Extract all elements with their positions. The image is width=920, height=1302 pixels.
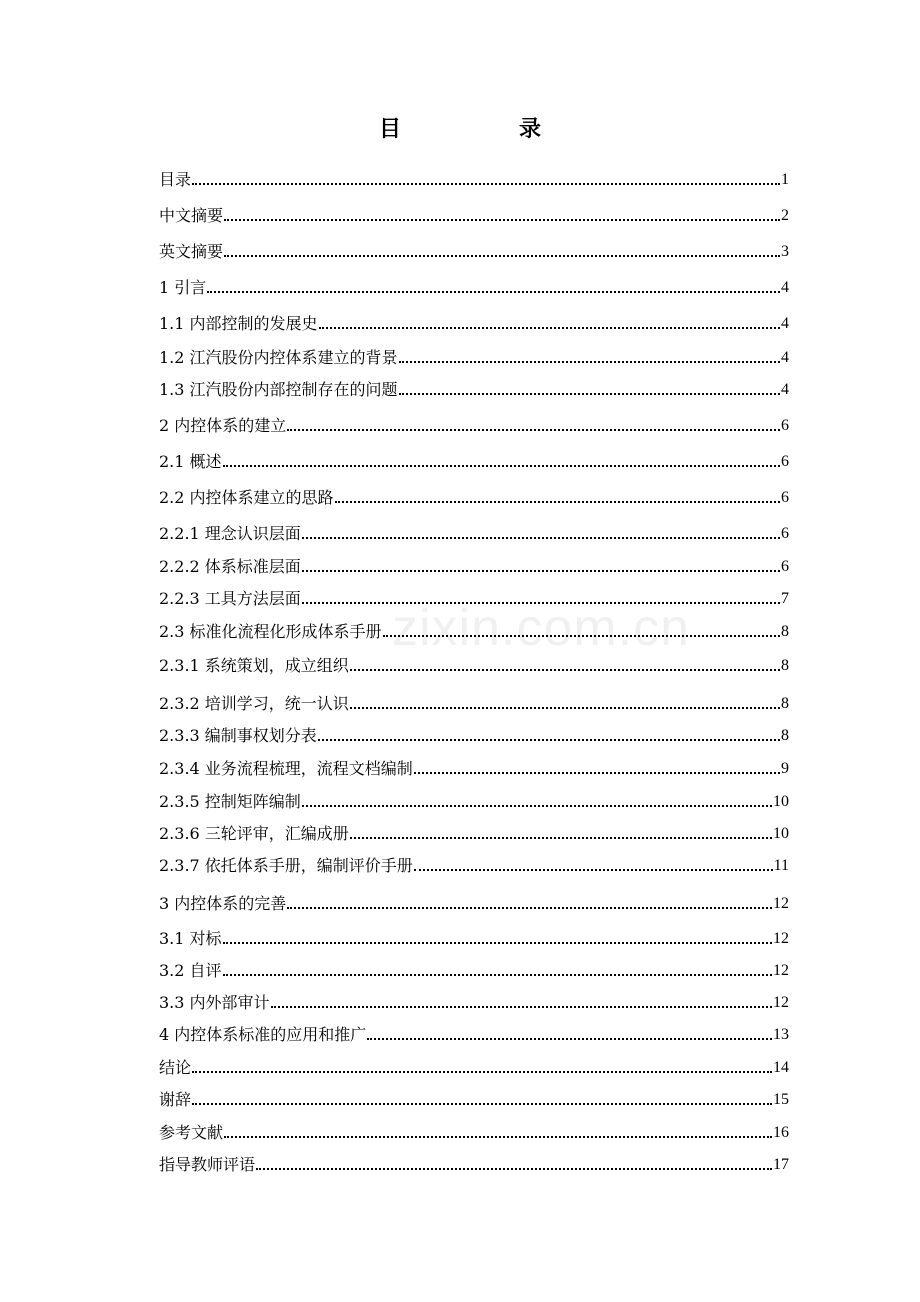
toc-entry[interactable] (159, 378, 789, 402)
toc-entry[interactable] (159, 168, 789, 192)
toc-entry-title: 3 内控体系的完善 (159, 894, 287, 913)
toc-entry[interactable] (159, 854, 789, 878)
toc-leader-dots (302, 805, 772, 807)
toc-entry[interactable] (159, 692, 789, 716)
toc-entry-page-number: 12 (773, 930, 789, 947)
toc-entry-page-number: 6 (781, 558, 789, 575)
toc-entry[interactable] (159, 555, 789, 579)
toc-leader-dots (256, 1168, 772, 1170)
toc-entry-title: 2.1 概述 (159, 452, 222, 471)
toc-entry-page-number: 11 (773, 857, 789, 874)
toc-leader-dots (224, 255, 780, 257)
toc-entry-page-number: 6 (781, 525, 789, 542)
toc-entry-page-number: 12 (773, 962, 789, 979)
toc-entry-title: 2.2.1 理念认识层面 (159, 524, 301, 543)
toc-entry[interactable] (159, 486, 789, 510)
toc-entry[interactable] (159, 757, 789, 781)
toc-entry[interactable] (159, 892, 789, 916)
toc-leader-dots (224, 1136, 772, 1138)
toc-entry-page-number: 14 (773, 1059, 789, 1076)
toc-entry[interactable] (159, 1023, 789, 1047)
toc-entry-page-number: 6 (781, 417, 789, 434)
toc-leader-dots (350, 837, 772, 839)
toc-entry-page-number: 7 (781, 590, 789, 607)
toc-leader-dots (224, 219, 780, 221)
toc-leader-dots (271, 1006, 772, 1008)
toc-entry-page-number: 10 (773, 825, 789, 842)
toc-entry[interactable] (159, 991, 789, 1015)
toc-entry-page-number: 12 (773, 895, 789, 912)
toc-entry-title: 参考文献 (159, 1123, 224, 1142)
toc-leader-dots (302, 602, 780, 604)
toc-entry-title: 结论 (159, 1058, 192, 1077)
toc-entry-title: 2.3.2 培训学习，统一认识 (159, 694, 349, 713)
toc-entry-title: 中文摘要 (159, 206, 224, 225)
toc-entry[interactable] (159, 620, 789, 644)
toc-entry-page-number: 1 (781, 171, 789, 188)
toc-leader-dots (367, 1038, 772, 1040)
toc-entry-title: 2.2.3 工具方法层面 (159, 589, 301, 608)
toc-entry[interactable] (159, 822, 789, 846)
toc-entry-title: 3.1 对标 (159, 929, 222, 948)
toc-leader-dots (223, 465, 780, 467)
toc-entry-title: 1 引言 (159, 278, 207, 297)
toc-leader-dots (302, 570, 780, 572)
toc-entry-page-number: 12 (773, 994, 789, 1011)
toc-leader-dots (399, 393, 780, 395)
toc-entry-title: 目录 (159, 170, 192, 189)
toc-entry-title: 2.2.2 体系标准层面 (159, 557, 301, 576)
toc-leader-dots (335, 501, 780, 503)
toc-entry[interactable] (159, 204, 789, 228)
page-title: 目 录 (378, 117, 589, 142)
toc-entry[interactable] (159, 587, 789, 611)
toc-entry-page-number: 4 (781, 279, 789, 296)
toc-entry[interactable] (159, 312, 789, 336)
toc-entry-title: 4 内控体系标准的应用和推广 (159, 1025, 367, 1044)
toc-entry-page-number: 8 (781, 657, 789, 674)
toc-leader-dots (223, 974, 772, 976)
toc-entry-title: 2.3.5 控制矩阵编制 (159, 792, 301, 811)
toc-leader-dots (223, 942, 772, 944)
toc-entry-title: 2.3.7 依托体系手册，编制评价手册 (159, 856, 413, 875)
toc-entry-title: 3.2 自评 (159, 961, 222, 980)
toc-leader-dots (399, 361, 780, 363)
toc-entry-page-number: 2 (781, 207, 789, 224)
toc-entry-title: 2.2 内控体系建立的思路 (159, 488, 334, 507)
toc-entry-title: 2.3 标准化流程化形成体系手册 (159, 622, 382, 641)
toc-leader-dots (350, 707, 780, 709)
toc-leader-dots (350, 669, 780, 671)
toc-entry-page-number: 9 (781, 760, 789, 777)
toc-entry-page-number: 17 (773, 1156, 789, 1173)
toc-entry-page-number: 15 (773, 1091, 789, 1108)
toc-entry-page-number: 4 (781, 349, 789, 366)
toc-leader-dots (287, 907, 772, 909)
toc-entry[interactable] (159, 414, 789, 438)
toc-entry-title: 2.3.1 系统策划，成立组织 (159, 656, 349, 675)
toc-entry-title: 1.3 江汽股份内部控制存在的问题 (159, 380, 398, 399)
toc-entry-title: 2.3.4 业务流程梳理，流程文档编制 (159, 759, 413, 778)
toc-entry[interactable] (159, 346, 789, 370)
toc-entry-title: 1.2 江汽股份内控体系建立的背景 (159, 348, 398, 367)
toc-entry-page-number: 16 (773, 1124, 789, 1141)
toc-entry-page-number: 3 (781, 243, 789, 260)
watermark-text: zixin.com.cn (392, 599, 691, 657)
toc-leader-dots (287, 429, 780, 431)
toc-entry-page-number: 10 (773, 793, 789, 810)
toc-entry-page-number: 6 (781, 453, 789, 470)
toc-entry-title: 2.3.6 三轮评审，汇编成册 (159, 824, 349, 843)
toc-entry-title: 英文摘要 (159, 242, 224, 261)
toc-entry-page-number: 8 (781, 695, 789, 712)
toc-entry-page-number: 13 (773, 1026, 789, 1043)
toc-entry[interactable] (159, 1153, 789, 1177)
toc-entry[interactable] (159, 927, 789, 951)
toc-entry[interactable] (159, 1121, 789, 1145)
toc-entry-page-number: 6 (781, 489, 789, 506)
toc-entry-page-number: 4 (781, 381, 789, 398)
toc-leader-dots (319, 327, 780, 329)
toc-leader-dots (414, 772, 780, 774)
toc-entry-title: 谢辞 (159, 1090, 192, 1109)
toc-entry[interactable] (159, 450, 789, 474)
toc-entry[interactable] (159, 276, 789, 300)
toc-entry-title: 指导教师评语 (159, 1155, 256, 1174)
toc-leader-dots (302, 537, 780, 539)
toc-entry-title: 2.3.3 编制事权划分表 (159, 726, 317, 745)
toc-leader-dots (192, 1103, 772, 1105)
toc-leader-dots (318, 739, 780, 741)
toc-leader-dots (192, 1071, 772, 1073)
toc-entry[interactable] (159, 522, 789, 546)
toc-entry-title: 1.1 内部控制的发展史 (159, 314, 318, 333)
toc-entry[interactable] (159, 240, 789, 264)
toc-entry-title: 2 内控体系的建立 (159, 416, 287, 435)
toc-entry[interactable] (159, 790, 789, 814)
toc-leader-dots (414, 869, 773, 871)
toc-entry[interactable] (159, 959, 789, 983)
toc-entry[interactable] (159, 1088, 789, 1112)
toc-entry-title: 3.3 内外部审计 (159, 993, 270, 1012)
toc-leader-dots (192, 183, 780, 185)
toc-entry-page-number: 8 (781, 623, 789, 640)
toc-leader-dots (207, 291, 780, 293)
toc-leader-dots (383, 635, 780, 637)
toc-entry[interactable] (159, 724, 789, 748)
toc-entry[interactable] (159, 1056, 789, 1080)
toc-entry-page-number: 4 (781, 315, 789, 332)
toc-entry-page-number: 8 (781, 727, 789, 744)
toc-entry[interactable] (159, 654, 789, 678)
